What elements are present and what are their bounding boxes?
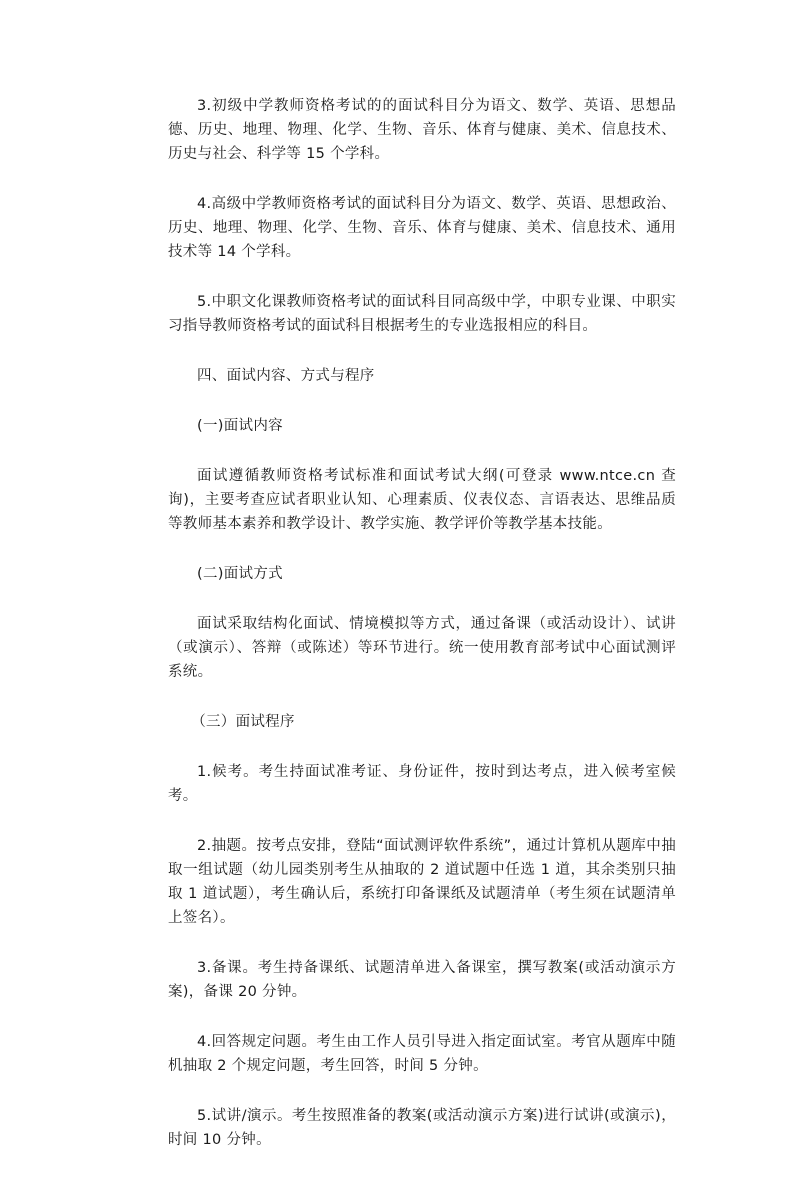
document-page: [168, 94, 676, 1178]
paragraph-step-answer-questions: 4.回答规定问题。考生由工作人员引导进入指定面试室。考官从题库中随机抽取 2 个规定问题，考生回答，时间 5 分钟。: [168, 1034, 676, 1074]
subheading-interview-method: (二)面试方式: [197, 566, 283, 582]
subheading-interview-procedure: （三）面试程序: [191, 714, 295, 730]
paragraph-step-draw-questions: 2.抽题。按考点安排，登陆“面试测评软件系统”，通过计算机从题库中抽取一组试题（幼儿园类别考生从抽取的 2 道试题中任选 1 道，其余类别只抽取 1 道试题），考生确认后，系统打印备课纸及试题清单（考生须在试题清单上签名）。: [168, 838, 676, 926]
paragraph-step-preparation: 3.备课。考生持备课纸、试题清单进入备课室，撰写教案(或活动演示方案)，备课 20 分钟。: [168, 960, 676, 1000]
paragraph-interview-content: 面试遵循教师资格考试标准和面试考试大纲(可登录 www.ntce.cn 查询)，主要考查应试者职业认知、心理素质、仪表仪态、言语表达、思维品质等教师基本素养和教学设计、教学实施、教学评价等教学基本技能。: [168, 468, 676, 532]
subheading-interview-content: (一)面试内容: [197, 418, 283, 434]
section-heading-interview: 四、面试内容、方式与程序: [197, 368, 375, 384]
paragraph-senior-high-subjects: 4.高级中学教师资格考试的面试科目分为语文、数学、英语、思想政治、历史、地理、物理、化学、生物、音乐、体育与健康、美术、信息技术、通用技术等 14 个学科。: [168, 196, 676, 260]
paragraph-interview-method: 面试采取结构化面试、情境模拟等方式，通过备课（或活动设计）、试讲（或演示）、答辩（或陈述）等环节进行。统一使用教育部考试中心面试测评系统。: [168, 616, 676, 680]
paragraph-step-waiting: 1.候考。考生持面试准考证、身份证件，按时到达考点，进入候考室候考。: [168, 764, 676, 804]
paragraph-step-trial-lecture: 5.试讲/演示。考生按照准备的教案(或活动演示方案)进行试讲(或演示)，时间 10 分钟。: [168, 1108, 676, 1148]
paragraph-vocational-subjects: 5.中职文化课教师资格考试的面试科目同高级中学，中职专业课、中职实习指导教师资格考试的面试科目根据考生的专业选报相应的科目。: [168, 294, 676, 334]
paragraph-junior-middle-subjects: 3.初级中学教师资格考试的的面试科目分为语文、数学、英语、思想品德、历史、地理、物理、化学、生物、音乐、体育与健康、美术、信息技术、历史与社会、科学等 15 个学科。: [168, 98, 676, 162]
